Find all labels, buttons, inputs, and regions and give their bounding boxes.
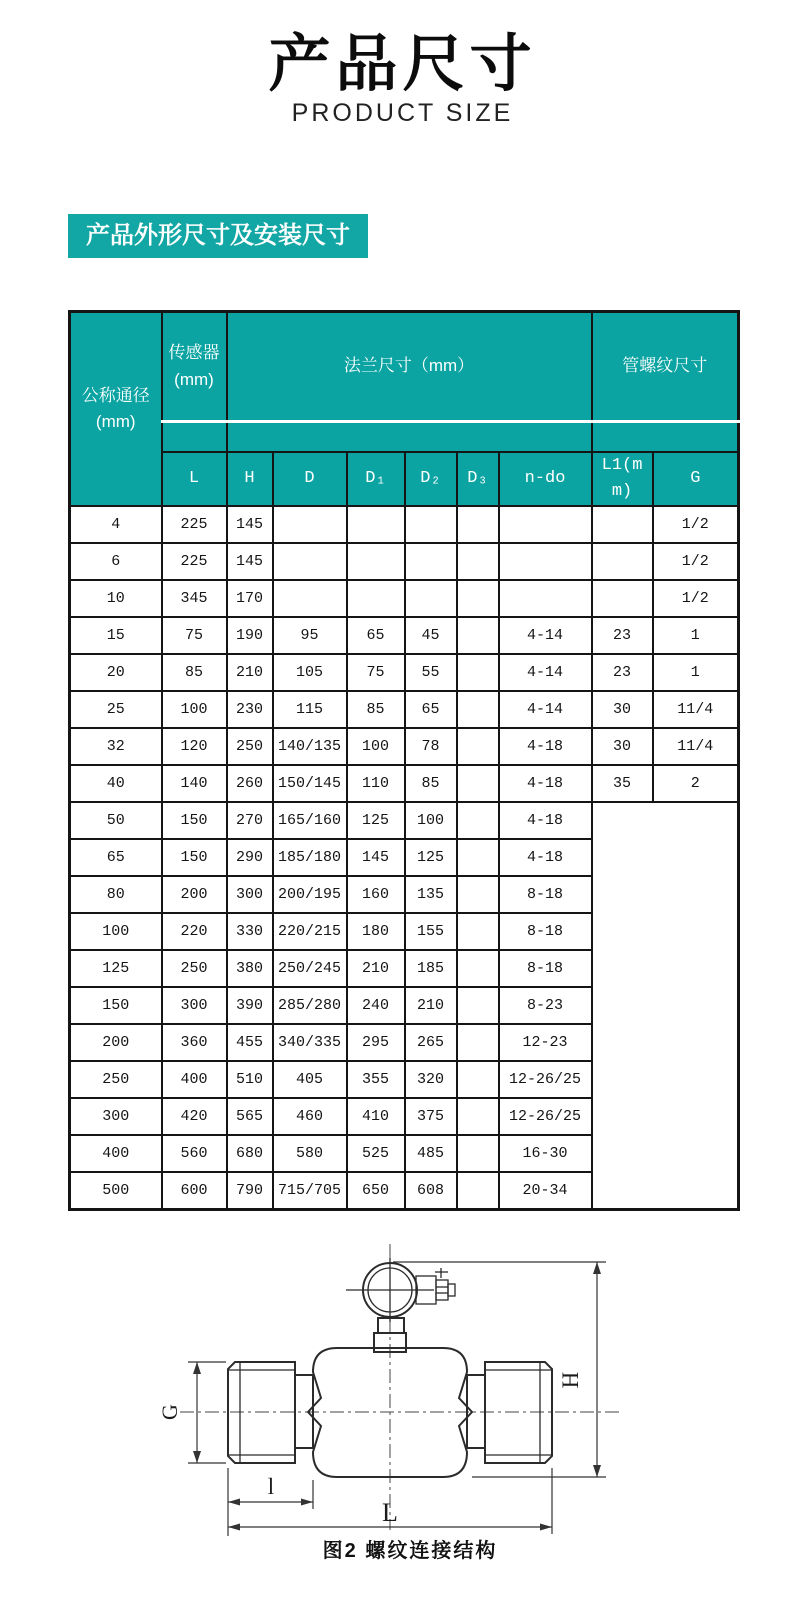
table-cell: 485 bbox=[405, 1135, 457, 1172]
section-banner: 产品外形尺寸及安装尺寸 bbox=[68, 214, 368, 258]
table-cell: 10 bbox=[70, 580, 162, 617]
header-pipe-thread-group: 管螺纹尺寸 bbox=[592, 312, 739, 422]
table-cell: 4 bbox=[70, 506, 162, 543]
table-cell: 330 bbox=[227, 913, 273, 950]
table-cell: 285/280 bbox=[273, 987, 347, 1024]
table-cell bbox=[273, 506, 347, 543]
table-cell: 150 bbox=[162, 802, 227, 839]
table-cell: 8-23 bbox=[499, 987, 592, 1024]
table-cell: 155 bbox=[405, 913, 457, 950]
table-cell bbox=[457, 876, 499, 913]
table-cell: 1/2 bbox=[653, 543, 739, 580]
table-cell: 200 bbox=[70, 1024, 162, 1061]
table-cell: 120 bbox=[162, 728, 227, 765]
table-row bbox=[70, 691, 739, 728]
header-nominal-diameter: 公称通径 (mm) bbox=[70, 312, 162, 507]
table-cell bbox=[405, 543, 457, 580]
table-cell: 715/705 bbox=[273, 1172, 347, 1209]
table-cell: 565 bbox=[227, 1098, 273, 1135]
table-cell: 110 bbox=[347, 765, 405, 802]
table-cell: 290 bbox=[227, 839, 273, 876]
table-cell: 300 bbox=[162, 987, 227, 1024]
table-cell: 8-18 bbox=[499, 876, 592, 913]
dim-label-g: G bbox=[157, 1404, 182, 1420]
subheader-d: D bbox=[273, 452, 347, 507]
table-cell: 105 bbox=[273, 654, 347, 691]
table-cell bbox=[457, 728, 499, 765]
table-cell bbox=[405, 580, 457, 617]
table-cell: 210 bbox=[227, 654, 273, 691]
table-cell: 115 bbox=[273, 691, 347, 728]
table-row bbox=[70, 617, 739, 654]
table-cell: 410 bbox=[347, 1098, 405, 1135]
table-cell bbox=[499, 580, 592, 617]
header-sensor-group: 传感器 (mm) bbox=[162, 312, 227, 422]
table-cell: 608 bbox=[405, 1172, 457, 1209]
dim-label-l-small: l bbox=[267, 1474, 275, 1499]
table-cell bbox=[592, 580, 653, 617]
table-cell bbox=[457, 913, 499, 950]
table-cell: 265 bbox=[405, 1024, 457, 1061]
table-cell: 250 bbox=[162, 950, 227, 987]
table-cell bbox=[405, 506, 457, 543]
table-row bbox=[70, 765, 739, 802]
table-cell: 510 bbox=[227, 1061, 273, 1098]
table-cell bbox=[457, 543, 499, 580]
table-cell: 12-26/25 bbox=[499, 1061, 592, 1098]
subheader-d: D₂ bbox=[405, 452, 457, 507]
table-cell: 580 bbox=[273, 1135, 347, 1172]
table-cell: 100 bbox=[70, 913, 162, 950]
table-cell: 225 bbox=[162, 506, 227, 543]
table-cell bbox=[457, 506, 499, 543]
table-cell: 500 bbox=[70, 1172, 162, 1209]
table-cell bbox=[457, 1172, 499, 1209]
table-cell: 355 bbox=[347, 1061, 405, 1098]
table-cell: 100 bbox=[405, 802, 457, 839]
table-cell: 85 bbox=[405, 765, 457, 802]
table-cell: 380 bbox=[227, 950, 273, 987]
table-cell bbox=[457, 580, 499, 617]
table-cell: 560 bbox=[162, 1135, 227, 1172]
table-cell: 75 bbox=[162, 617, 227, 654]
display-head bbox=[346, 1258, 455, 1352]
table-row bbox=[70, 654, 739, 691]
table-cell: 140 bbox=[162, 765, 227, 802]
table-cell: 100 bbox=[162, 691, 227, 728]
merged-empty-cell bbox=[592, 802, 739, 1209]
table-cell bbox=[457, 802, 499, 839]
table-cell: 23 bbox=[592, 617, 653, 654]
table-cell: 405 bbox=[273, 1061, 347, 1098]
page-title: 产品尺寸 bbox=[268, 30, 537, 99]
table-cell: 4-18 bbox=[499, 765, 592, 802]
table-cell: 240 bbox=[347, 987, 405, 1024]
table-cell: 170 bbox=[227, 580, 273, 617]
table-cell: 680 bbox=[227, 1135, 273, 1172]
subheader-row bbox=[70, 452, 739, 507]
table-cell: 32 bbox=[70, 728, 162, 765]
table-cell: 260 bbox=[227, 765, 273, 802]
subheader-ndo: n-do bbox=[499, 452, 592, 507]
table-cell: 11/4 bbox=[653, 728, 739, 765]
table-cell: 345 bbox=[162, 580, 227, 617]
table-cell: 200 bbox=[162, 876, 227, 913]
table-cell: 4-14 bbox=[499, 654, 592, 691]
table-cell bbox=[457, 1135, 499, 1172]
table-cell: 190 bbox=[227, 617, 273, 654]
table-cell: 185/180 bbox=[273, 839, 347, 876]
table-cell: 250 bbox=[70, 1061, 162, 1098]
table-cell: 125 bbox=[405, 839, 457, 876]
table-cell: 150/145 bbox=[273, 765, 347, 802]
table-cell: 400 bbox=[162, 1061, 227, 1098]
header-flange-group: 法兰尺寸（mm） bbox=[227, 312, 592, 422]
table-row bbox=[70, 728, 739, 765]
table-cell: 30 bbox=[592, 728, 653, 765]
table-cell: 360 bbox=[162, 1024, 227, 1061]
table-cell: 340/335 bbox=[273, 1024, 347, 1061]
subheader-g: G bbox=[653, 452, 739, 507]
dim-label-l-total: L bbox=[382, 1498, 398, 1527]
table-cell: 1 bbox=[653, 654, 739, 691]
table-cell: 78 bbox=[405, 728, 457, 765]
table-cell: 15 bbox=[70, 617, 162, 654]
page-subtitle: PRODUCT SIZE bbox=[291, 99, 514, 127]
table-cell: 145 bbox=[227, 543, 273, 580]
table-cell: 135 bbox=[405, 876, 457, 913]
table-cell: 650 bbox=[347, 1172, 405, 1209]
table-cell: 300 bbox=[70, 1098, 162, 1135]
table-row bbox=[70, 543, 739, 580]
table-row bbox=[70, 580, 739, 617]
table-cell bbox=[347, 543, 405, 580]
table-cell: 75 bbox=[347, 654, 405, 691]
table-cell: 250 bbox=[227, 728, 273, 765]
table-cell: 45 bbox=[405, 617, 457, 654]
table-cell bbox=[457, 617, 499, 654]
table-row bbox=[70, 506, 739, 543]
table-cell: 12-23 bbox=[499, 1024, 592, 1061]
table-cell: 6 bbox=[70, 543, 162, 580]
table-cell: 95 bbox=[273, 617, 347, 654]
table-cell bbox=[273, 580, 347, 617]
table-cell bbox=[457, 950, 499, 987]
table-cell bbox=[457, 839, 499, 876]
figure-caption: 图2 螺纹连接结构 bbox=[322, 1540, 498, 1562]
table-cell bbox=[592, 506, 653, 543]
table-cell: 145 bbox=[227, 506, 273, 543]
table-cell: 4-14 bbox=[499, 617, 592, 654]
table-cell: 80 bbox=[70, 876, 162, 913]
dim-label-h: H bbox=[558, 1371, 583, 1389]
table-cell: 65 bbox=[347, 617, 405, 654]
table-cell bbox=[499, 543, 592, 580]
table-cell: 8-18 bbox=[499, 913, 592, 950]
table-cell: 160 bbox=[347, 876, 405, 913]
table-cell: 11/4 bbox=[653, 691, 739, 728]
table-cell: 85 bbox=[162, 654, 227, 691]
table-cell: 295 bbox=[347, 1024, 405, 1061]
table-cell: 210 bbox=[347, 950, 405, 987]
table-cell: 150 bbox=[70, 987, 162, 1024]
table-cell: 100 bbox=[347, 728, 405, 765]
table-cell: 1/2 bbox=[653, 506, 739, 543]
table-cell bbox=[457, 691, 499, 728]
centerlines bbox=[180, 1244, 620, 1530]
table-cell: 455 bbox=[227, 1024, 273, 1061]
subheader-h: H bbox=[227, 452, 273, 507]
table-cell: 220/215 bbox=[273, 913, 347, 950]
table-cell: 35 bbox=[592, 765, 653, 802]
table-cell: 125 bbox=[70, 950, 162, 987]
table-cell: 12-26/25 bbox=[499, 1098, 592, 1135]
table-cell: 320 bbox=[405, 1061, 457, 1098]
table-cell: 1 bbox=[653, 617, 739, 654]
table-cell: 20-34 bbox=[499, 1172, 592, 1209]
table-cell: 790 bbox=[227, 1172, 273, 1209]
table-cell: 200/195 bbox=[273, 876, 347, 913]
table-cell: 2 bbox=[653, 765, 739, 802]
table-cell: 525 bbox=[347, 1135, 405, 1172]
table-cell: 210 bbox=[405, 987, 457, 1024]
table-cell bbox=[499, 506, 592, 543]
table-cell: 40 bbox=[70, 765, 162, 802]
table-cell: 270 bbox=[227, 802, 273, 839]
subheader-l: L bbox=[162, 452, 227, 507]
table-cell: 8-18 bbox=[499, 950, 592, 987]
table-cell: 1/2 bbox=[653, 580, 739, 617]
table-cell: 145 bbox=[347, 839, 405, 876]
subheader-d: D₁ bbox=[347, 452, 405, 507]
cable-gland-icon bbox=[416, 1268, 455, 1304]
table-cell: 50 bbox=[70, 802, 162, 839]
table-cell: 420 bbox=[162, 1098, 227, 1135]
figure-threaded-connection-drawing bbox=[150, 1228, 670, 1558]
table-cell: 65 bbox=[70, 839, 162, 876]
table-cell: 20 bbox=[70, 654, 162, 691]
table-cell: 600 bbox=[162, 1172, 227, 1209]
table-cell: 165/160 bbox=[273, 802, 347, 839]
table-cell: 4-18 bbox=[499, 802, 592, 839]
table-cell bbox=[592, 543, 653, 580]
table-cell: 375 bbox=[405, 1098, 457, 1135]
table-cell: 230 bbox=[227, 691, 273, 728]
table-cell: 25 bbox=[70, 691, 162, 728]
table-cell bbox=[457, 987, 499, 1024]
table-cell bbox=[457, 765, 499, 802]
table-cell: 85 bbox=[347, 691, 405, 728]
table-cell bbox=[457, 654, 499, 691]
table-cell: 185 bbox=[405, 950, 457, 987]
table-cell bbox=[457, 1061, 499, 1098]
table-row bbox=[70, 802, 739, 839]
table-cell bbox=[457, 1024, 499, 1061]
table-cell: 390 bbox=[227, 987, 273, 1024]
table-cell: 220 bbox=[162, 913, 227, 950]
table-cell bbox=[347, 580, 405, 617]
table-cell: 4-18 bbox=[499, 728, 592, 765]
table-cell: 180 bbox=[347, 913, 405, 950]
header-spacer-cell bbox=[227, 422, 592, 452]
table-cell bbox=[347, 506, 405, 543]
table-cell: 300 bbox=[227, 876, 273, 913]
table-cell: 16-30 bbox=[499, 1135, 592, 1172]
table-cell: 55 bbox=[405, 654, 457, 691]
table-cell bbox=[457, 1098, 499, 1135]
table-cell: 4-18 bbox=[499, 839, 592, 876]
table-cell: 65 bbox=[405, 691, 457, 728]
table-cell: 30 bbox=[592, 691, 653, 728]
table-cell: 400 bbox=[70, 1135, 162, 1172]
header-spacer-cell bbox=[592, 422, 739, 452]
table-cell: 150 bbox=[162, 839, 227, 876]
subheader-d: D₃ bbox=[457, 452, 499, 507]
table-cell bbox=[273, 543, 347, 580]
table-cell: 4-14 bbox=[499, 691, 592, 728]
subheader-l1mm: L1(mm) bbox=[592, 452, 653, 507]
table-cell: 125 bbox=[347, 802, 405, 839]
table-cell: 250/245 bbox=[273, 950, 347, 987]
table-cell: 23 bbox=[592, 654, 653, 691]
dimensions-table bbox=[68, 310, 740, 1211]
dimension-l-small bbox=[228, 1468, 313, 1536]
table-cell: 460 bbox=[273, 1098, 347, 1135]
table-cell: 140/135 bbox=[273, 728, 347, 765]
table-cell: 225 bbox=[162, 543, 227, 580]
header-spacer-cell bbox=[162, 422, 227, 452]
